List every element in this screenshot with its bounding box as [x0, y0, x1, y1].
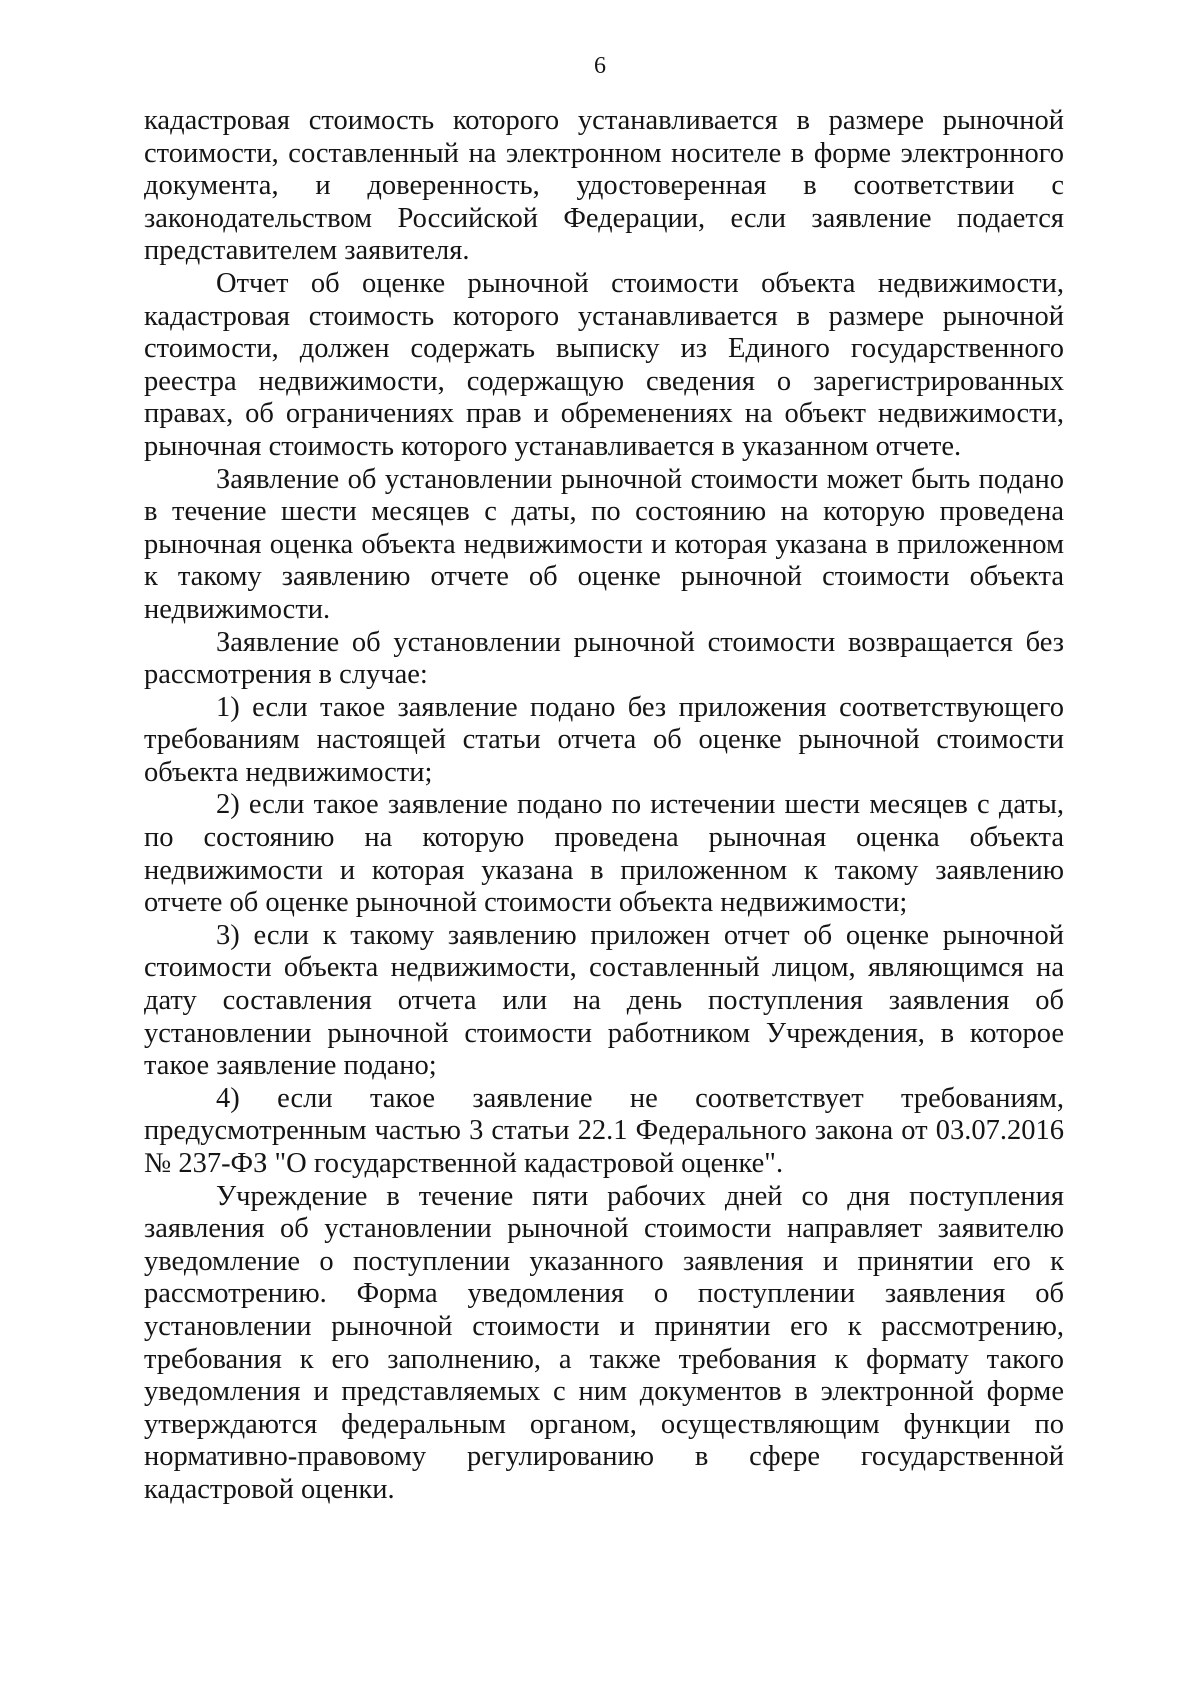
list-item-2: 2) если такое заявление подано по истечении шести месяцев с даты, по состоянию на которую проведена рыночная оценка объекта недвижимости и которая указана в приложенном к такому заявлению отчете об оценке рыночной стоимости объекта недвижимости;: [144, 789, 1064, 919]
paragraph-report-contents: Отчет об оценке рыночной стоимости объекта недвижимости, кадастровая стоимость которого устанавливается в размере рыночной стоимости, должен содержать выписку из Единого государственного реестра недвижимости, содержащую сведения о зарегистрированных правах, об ограничениях прав и обременениях на объект недвижимости, рыночная стоимость которого устанавливается в указанном отчете.: [144, 267, 1064, 462]
paragraph-continuation: кадастровая стоимость которого устанавливается в размере рыночной стоимости, составленный на электронном носителе в форме электронного документа, и доверенность, удостоверенная в соответствии с законодательством Российской Федерации, если заявление подается представителем заявителя.: [144, 105, 1064, 267]
paragraph-notification: Учреждение в течение пяти рабочих дней со дня поступления заявления об установлении рыночной стоимости направляет заявителю уведомление о поступлении указанного заявления и принятии его к рассмотрению. Форма уведомления о поступлении заявления об установлении рыночной стоимости и принятии его к рассмотрению, требования к его заполнению, а также требования к формату такого уведомления и представляемых с ним документов в электронной форме утверждаются федеральным органом, осуществляющим функции по нормативно-правовому регулированию в сфере государственной кадастровой оценки.: [144, 1180, 1064, 1505]
list-item-1: 1) если такое заявление подано без приложения соответствующего требованиям настоящей статьи отчета об оценке рыночной стоимости объекта недвижимости;: [144, 691, 1064, 788]
document-body: [144, 105, 1064, 1507]
page-number: 6: [594, 53, 606, 79]
list-item-3: 3) если к такому заявлению приложен отчет об оценке рыночной стоимости объекта недвижимости, составленный лицом, являющимся на дату составления отчета или на день поступления заявления об установлении рыночной стоимости работником Учреждения, в которое такое заявление подано;: [144, 919, 1064, 1082]
list-item-4: 4) если такое заявление не соответствует требованиям, предусмотренным частью 3 статьи 22.1 Федерального закона от 03.07.2016 № 237-ФЗ "О государственной кадастровой оценке".: [144, 1082, 1064, 1179]
paragraph-filing-deadline: Заявление об установлении рыночной стоимости может быть подано в течение шести месяцев с даты, по состоянию на которую проведена рыночная оценка объекта недвижимости и которая указана в приложенном к такому заявлению отчете об оценке рыночной стоимости объекта недвижимости.: [144, 463, 1064, 625]
paragraph-return-conditions: Заявление об установлении рыночной стоимости возвращается без рассмотрения в случае:: [144, 626, 1064, 691]
